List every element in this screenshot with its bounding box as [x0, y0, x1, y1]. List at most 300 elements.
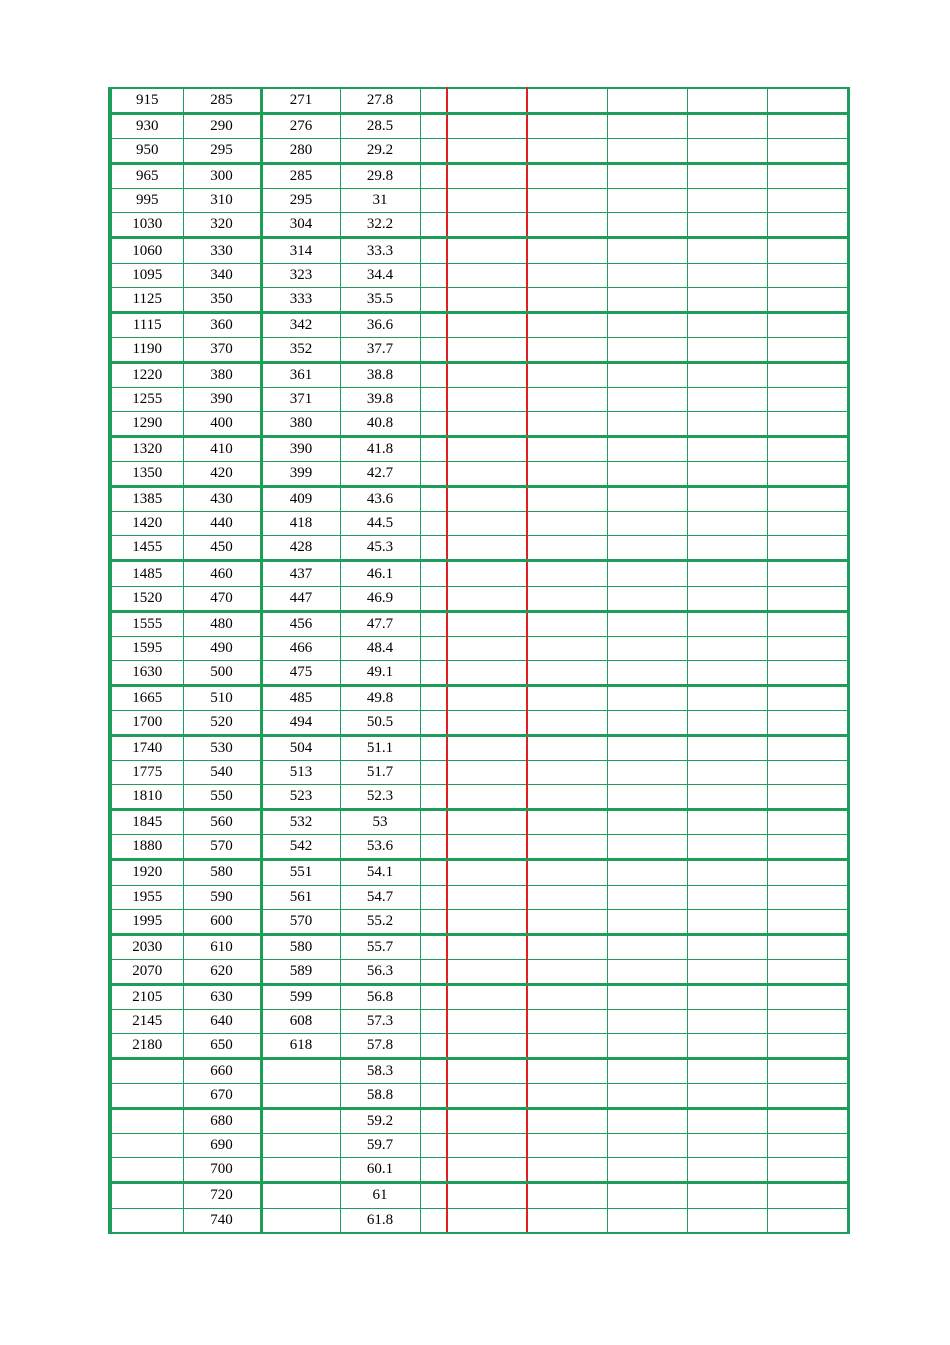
table-cell: 950	[110, 139, 183, 164]
table-cell	[607, 959, 687, 984]
table-cell: 409	[261, 487, 340, 512]
table-cell	[687, 164, 767, 189]
table-cell: 51.1	[340, 736, 420, 761]
table-row	[110, 512, 848, 536]
table-cell	[687, 761, 767, 785]
table-cell	[527, 1134, 607, 1158]
table-cell: 285	[261, 164, 340, 189]
table-cell	[767, 660, 848, 685]
table-cell	[767, 1109, 848, 1134]
table-cell: 370	[183, 337, 261, 362]
table-cell: 600	[183, 909, 261, 934]
table-cell: 40.8	[340, 412, 420, 437]
table-cell: 276	[261, 114, 340, 139]
table-row	[110, 710, 848, 735]
table-cell	[527, 263, 607, 287]
table-cell	[527, 710, 607, 735]
table-cell	[447, 387, 527, 411]
table-cell	[420, 810, 447, 835]
table-cell	[607, 189, 687, 213]
table-cell: 580	[183, 860, 261, 885]
table-cell	[447, 512, 527, 536]
table-cell: 42.7	[340, 462, 420, 487]
table-cell	[420, 785, 447, 810]
table-cell	[687, 362, 767, 387]
table-cell: 1810	[110, 785, 183, 810]
table-cell	[420, 934, 447, 959]
table-cell	[607, 287, 687, 312]
table-cell	[447, 263, 527, 287]
table-cell: 1955	[110, 885, 183, 909]
table-cell	[687, 860, 767, 885]
table-cell	[527, 387, 607, 411]
table-cell	[447, 1084, 527, 1109]
table-cell	[687, 1109, 767, 1134]
table-cell	[767, 412, 848, 437]
table-row	[110, 934, 848, 959]
table-cell: 49.1	[340, 660, 420, 685]
table-cell	[607, 213, 687, 238]
table-cell: 27.8	[340, 88, 420, 114]
table-row	[110, 561, 848, 586]
table-cell	[447, 536, 527, 561]
conversion-table	[108, 87, 850, 1234]
table-cell	[447, 1009, 527, 1033]
table-cell: 720	[183, 1183, 261, 1208]
table-cell	[607, 263, 687, 287]
table-cell	[420, 263, 447, 287]
table-cell: 930	[110, 114, 183, 139]
table-cell	[687, 810, 767, 835]
table-cell	[261, 1183, 340, 1208]
table-cell	[420, 636, 447, 660]
table-cell: 333	[261, 287, 340, 312]
table-cell	[447, 189, 527, 213]
table-row	[110, 462, 848, 487]
table-row	[110, 909, 848, 934]
table-cell: 670	[183, 1084, 261, 1109]
table-cell: 37.7	[340, 337, 420, 362]
table-cell	[420, 611, 447, 636]
table-row	[110, 660, 848, 685]
table-cell	[687, 959, 767, 984]
table-cell: 60.1	[340, 1158, 420, 1183]
table-cell	[420, 1059, 447, 1084]
table-row	[110, 1158, 848, 1183]
table-cell: 620	[183, 959, 261, 984]
table-cell	[687, 1183, 767, 1208]
table-cell: 1995	[110, 909, 183, 934]
table-cell: 420	[183, 462, 261, 487]
table-cell	[767, 785, 848, 810]
table-cell: 1485	[110, 561, 183, 586]
table-cell	[420, 1208, 447, 1233]
table-cell: 271	[261, 88, 340, 114]
table-cell	[447, 984, 527, 1009]
table-row	[110, 362, 848, 387]
table-cell: 660	[183, 1059, 261, 1084]
table-cell	[767, 685, 848, 710]
table-cell	[687, 387, 767, 411]
table-cell	[420, 512, 447, 536]
table-cell: 300	[183, 164, 261, 189]
table-row	[110, 1009, 848, 1033]
table-row	[110, 785, 848, 810]
table-cell: 52.3	[340, 785, 420, 810]
table-cell: 32.2	[340, 213, 420, 238]
table-cell	[527, 536, 607, 561]
table-cell: 630	[183, 984, 261, 1009]
table-cell: 580	[261, 934, 340, 959]
table-cell	[527, 114, 607, 139]
table-cell: 1125	[110, 287, 183, 312]
table-cell	[420, 462, 447, 487]
table-cell: 360	[183, 312, 261, 337]
table-row	[110, 263, 848, 287]
table-cell	[527, 810, 607, 835]
table-cell: 494	[261, 710, 340, 735]
table-cell	[687, 660, 767, 685]
table-cell: 1740	[110, 736, 183, 761]
table-cell	[527, 164, 607, 189]
table-cell	[110, 1084, 183, 1109]
table-cell	[607, 1033, 687, 1058]
table-cell: 29.2	[340, 139, 420, 164]
table-cell	[447, 636, 527, 660]
table-cell: 965	[110, 164, 183, 189]
table-cell	[607, 736, 687, 761]
table-cell: 314	[261, 238, 340, 263]
table-cell	[607, 984, 687, 1009]
table-cell: 352	[261, 337, 340, 362]
table-cell: 61.8	[340, 1208, 420, 1233]
table-cell	[527, 487, 607, 512]
table-cell: 561	[261, 885, 340, 909]
table-cell	[767, 337, 848, 362]
table-row	[110, 1183, 848, 1208]
table-cell	[420, 984, 447, 1009]
table-cell	[420, 710, 447, 735]
table-cell	[607, 909, 687, 934]
table-row	[110, 287, 848, 312]
table-cell	[607, 238, 687, 263]
table-cell: 390	[261, 437, 340, 462]
table-cell	[261, 1208, 340, 1233]
table-cell	[527, 287, 607, 312]
table-cell	[767, 835, 848, 860]
table-cell	[527, 959, 607, 984]
table-cell	[767, 1158, 848, 1183]
table-cell	[607, 88, 687, 114]
table-cell	[527, 660, 607, 685]
table-cell: 39.8	[340, 387, 420, 411]
table-cell: 38.8	[340, 362, 420, 387]
table-cell	[527, 189, 607, 213]
table-cell	[527, 636, 607, 660]
table-cell	[687, 437, 767, 462]
table-cell	[447, 810, 527, 835]
table-cell	[607, 885, 687, 909]
table-cell	[607, 437, 687, 462]
table-cell	[687, 312, 767, 337]
table-cell	[687, 1158, 767, 1183]
table-cell	[447, 412, 527, 437]
table-cell: 46.1	[340, 561, 420, 586]
table-cell: 399	[261, 462, 340, 487]
table-cell: 41.8	[340, 437, 420, 462]
table-cell	[420, 412, 447, 437]
table-cell	[687, 1033, 767, 1058]
table-cell	[447, 437, 527, 462]
table-cell: 280	[261, 139, 340, 164]
table-cell	[767, 462, 848, 487]
table-cell	[767, 88, 848, 114]
table-cell	[110, 1183, 183, 1208]
table-cell	[607, 1009, 687, 1033]
table-cell	[767, 736, 848, 761]
table-cell	[527, 685, 607, 710]
table-cell: 29.8	[340, 164, 420, 189]
table-cell	[447, 959, 527, 984]
table-cell: 290	[183, 114, 261, 139]
table-cell	[420, 1109, 447, 1134]
table-cell	[767, 114, 848, 139]
table-cell	[527, 761, 607, 785]
table-cell	[447, 114, 527, 139]
table-cell: 500	[183, 660, 261, 685]
table-cell	[447, 312, 527, 337]
table-row	[110, 114, 848, 139]
table-cell: 330	[183, 238, 261, 263]
table-cell: 400	[183, 412, 261, 437]
table-cell	[420, 88, 447, 114]
table-cell	[527, 1009, 607, 1033]
table-cell: 46.9	[340, 586, 420, 611]
table-cell	[687, 88, 767, 114]
table-cell	[527, 238, 607, 263]
table-cell	[447, 1183, 527, 1208]
table-cell: 50.5	[340, 710, 420, 735]
table-cell	[261, 1084, 340, 1109]
table-cell: 43.6	[340, 487, 420, 512]
table-cell: 45.3	[340, 536, 420, 561]
table-cell: 56.8	[340, 984, 420, 1009]
table-cell	[607, 487, 687, 512]
table-cell	[420, 312, 447, 337]
table-cell: 1420	[110, 512, 183, 536]
table-row	[110, 636, 848, 660]
table-cell	[447, 835, 527, 860]
table-cell	[607, 586, 687, 611]
table-cell: 608	[261, 1009, 340, 1033]
table-row	[110, 88, 848, 114]
table-cell	[527, 835, 607, 860]
table-cell: 428	[261, 536, 340, 561]
table-row	[110, 238, 848, 263]
table-cell	[420, 1084, 447, 1109]
table-cell: 532	[261, 810, 340, 835]
table-cell	[527, 462, 607, 487]
table-cell	[767, 213, 848, 238]
table-cell	[447, 462, 527, 487]
table-cell	[110, 1134, 183, 1158]
table-row	[110, 586, 848, 611]
table-cell: 57.3	[340, 1009, 420, 1033]
table-row	[110, 437, 848, 462]
table-cell: 54.1	[340, 860, 420, 885]
table-cell: 1775	[110, 761, 183, 785]
table-row	[110, 984, 848, 1009]
table-cell	[607, 139, 687, 164]
table-cell	[420, 487, 447, 512]
table-cell	[607, 512, 687, 536]
table-cell	[767, 139, 848, 164]
table-cell	[687, 1208, 767, 1233]
table-cell: 28.5	[340, 114, 420, 139]
table-row	[110, 387, 848, 411]
table-cell: 590	[183, 885, 261, 909]
table-row	[110, 835, 848, 860]
table-cell: 54.7	[340, 885, 420, 909]
table-cell	[607, 1059, 687, 1084]
table-cell	[447, 337, 527, 362]
table-row	[110, 412, 848, 437]
table-cell: 34.4	[340, 263, 420, 287]
table-row	[110, 189, 848, 213]
table-cell	[687, 412, 767, 437]
table-cell	[527, 362, 607, 387]
table-cell: 1095	[110, 263, 183, 287]
table-cell	[420, 337, 447, 362]
table-row	[110, 1109, 848, 1134]
table-cell	[767, 1084, 848, 1109]
table-cell	[767, 810, 848, 835]
table-row	[110, 860, 848, 885]
table-cell: 1920	[110, 860, 183, 885]
table-cell	[767, 611, 848, 636]
table-cell	[447, 1109, 527, 1134]
table-cell: 599	[261, 984, 340, 1009]
table-cell: 33.3	[340, 238, 420, 263]
table-cell: 1255	[110, 387, 183, 411]
table-cell	[607, 660, 687, 685]
table-cell	[687, 785, 767, 810]
table-cell	[607, 362, 687, 387]
table-cell	[767, 164, 848, 189]
table-cell: 1320	[110, 437, 183, 462]
table-cell	[420, 287, 447, 312]
table-cell	[687, 611, 767, 636]
table-cell: 350	[183, 287, 261, 312]
table-row	[110, 312, 848, 337]
table-cell: 560	[183, 810, 261, 835]
table-cell	[420, 660, 447, 685]
table-cell	[687, 114, 767, 139]
table-cell	[607, 710, 687, 735]
table-cell: 53	[340, 810, 420, 835]
table-row	[110, 1084, 848, 1109]
table-cell	[767, 238, 848, 263]
table-cell	[607, 1183, 687, 1208]
table-cell	[447, 611, 527, 636]
table-cell	[607, 561, 687, 586]
table-cell	[687, 736, 767, 761]
table-cell: 418	[261, 512, 340, 536]
table-cell	[607, 114, 687, 139]
table-cell: 55.2	[340, 909, 420, 934]
table-cell: 59.2	[340, 1109, 420, 1134]
table-cell: 380	[183, 362, 261, 387]
table-cell: 915	[110, 88, 183, 114]
table-cell	[527, 586, 607, 611]
table-cell	[447, 660, 527, 685]
table-cell	[767, 561, 848, 586]
table-cell	[527, 88, 607, 114]
table-cell	[527, 1183, 607, 1208]
table-row	[110, 885, 848, 909]
table-cell	[420, 164, 447, 189]
table-cell	[607, 412, 687, 437]
table-cell	[687, 561, 767, 586]
table-cell	[420, 1009, 447, 1033]
table-cell	[607, 611, 687, 636]
table-cell	[420, 114, 447, 139]
table-cell	[527, 412, 607, 437]
table-cell	[687, 512, 767, 536]
table-cell	[527, 934, 607, 959]
table-cell	[420, 238, 447, 263]
table-cell	[420, 1134, 447, 1158]
table-cell: 323	[261, 263, 340, 287]
table-cell	[687, 189, 767, 213]
table-cell	[767, 860, 848, 885]
table-cell	[687, 984, 767, 1009]
table-cell	[767, 189, 848, 213]
table-cell	[767, 1009, 848, 1033]
table-row	[110, 736, 848, 761]
table-cell	[420, 362, 447, 387]
table-cell	[687, 1134, 767, 1158]
table-cell	[687, 934, 767, 959]
table-cell: 523	[261, 785, 340, 810]
table-cell	[527, 984, 607, 1009]
table-cell: 2105	[110, 984, 183, 1009]
table-cell	[767, 885, 848, 909]
table-cell	[767, 1208, 848, 1233]
table-cell	[527, 561, 607, 586]
table-cell: 55.7	[340, 934, 420, 959]
table-cell	[687, 636, 767, 660]
table-cell: 51.7	[340, 761, 420, 785]
table-cell	[687, 139, 767, 164]
table-cell	[527, 1033, 607, 1058]
table-cell	[527, 785, 607, 810]
table-cell: 680	[183, 1109, 261, 1134]
table-row	[110, 1033, 848, 1058]
table-cell	[767, 536, 848, 561]
table-row	[110, 810, 848, 835]
table-cell: 460	[183, 561, 261, 586]
table-cell	[607, 312, 687, 337]
table-cell	[420, 685, 447, 710]
table-cell	[420, 885, 447, 909]
table-cell: 61	[340, 1183, 420, 1208]
table-cell	[110, 1158, 183, 1183]
table-cell: 1115	[110, 312, 183, 337]
table-cell	[420, 761, 447, 785]
table-cell	[447, 362, 527, 387]
table-cell	[687, 685, 767, 710]
